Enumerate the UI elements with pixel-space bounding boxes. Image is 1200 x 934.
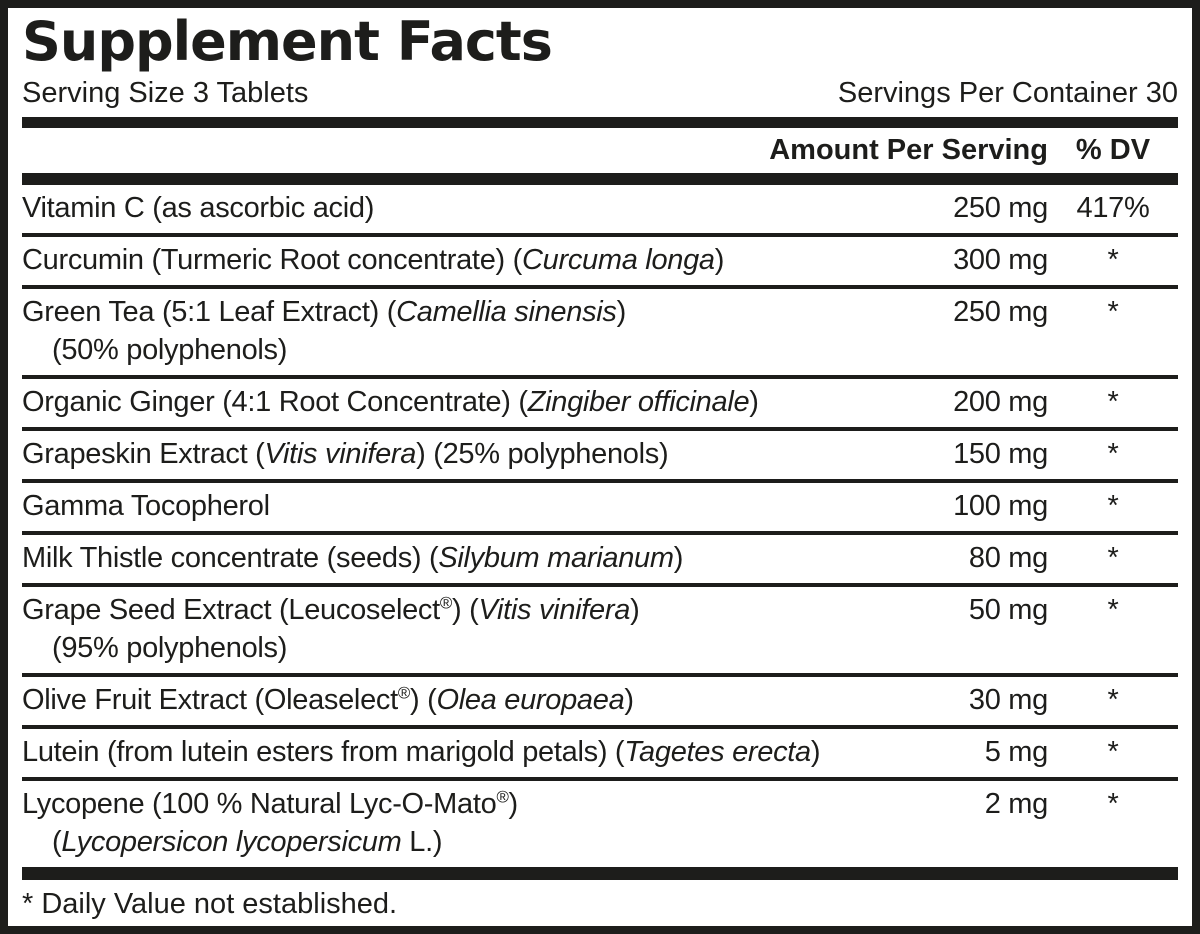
ingredient-name: Milk Thistle concentrate (seeds) (Silybum marianum) xyxy=(22,542,684,574)
percent-dv-value: 417% xyxy=(1076,192,1150,224)
serving-info-row xyxy=(22,76,1178,110)
table-row xyxy=(22,677,1178,729)
column-header-row xyxy=(22,128,1178,173)
table-row xyxy=(22,379,1178,431)
amount-per-serving-value: 250 mg xyxy=(953,296,1048,328)
column-header-percent-dv: % DV xyxy=(1075,134,1151,166)
column-header-amount-per-serving: Amount Per Serving xyxy=(769,134,1048,166)
amount-per-serving-value: 250 mg xyxy=(953,192,1048,224)
ingredient-name: Lycopene (100 % Natural Lyc-O-Mato®) (Lycopersicon lycopersicum L.) xyxy=(22,787,518,858)
ingredient-table xyxy=(22,185,1178,867)
table-row xyxy=(22,483,1178,535)
ingredient-name: Green Tea (5:1 Leaf Extract) (Camellia sinensis) (50% polyphenols) xyxy=(22,296,626,366)
table-row xyxy=(22,237,1178,289)
amount-per-serving-value: 50 mg xyxy=(968,594,1048,626)
ingredient-name: Organic Ginger (4:1 Root Concentrate) (Zingiber officinale) xyxy=(22,386,759,418)
thick-divider-mid xyxy=(22,173,1178,185)
percent-dv-value: * xyxy=(1107,296,1119,328)
thick-divider-bottom xyxy=(22,867,1178,880)
percent-dv-value: * xyxy=(1107,736,1119,768)
daily-value-footnote: * Daily Value not established. xyxy=(22,888,398,920)
amount-per-serving-value: 30 mg xyxy=(968,684,1048,716)
percent-dv-value: * xyxy=(1107,542,1119,574)
percent-dv-value: * xyxy=(1107,490,1119,522)
percent-dv-value: * xyxy=(1107,386,1119,418)
table-row xyxy=(22,185,1178,237)
table-row xyxy=(22,587,1178,677)
ingredient-name: Grapeskin Extract (Vitis vinifera) (25% polyphenols) xyxy=(22,438,669,470)
amount-per-serving-value: 2 mg xyxy=(984,788,1048,820)
percent-dv-value: * xyxy=(1107,788,1119,820)
servings-per-container-text: Servings Per Container 30 xyxy=(837,77,1178,109)
amount-per-serving-value: 200 mg xyxy=(953,386,1048,418)
table-row xyxy=(22,289,1178,379)
ingredient-name: Lutein (from lutein esters from marigold petals) (Tagetes erecta) xyxy=(22,736,821,768)
amount-per-serving-value: 80 mg xyxy=(968,542,1048,574)
table-row xyxy=(22,781,1178,867)
page-title: Supplement Facts xyxy=(22,10,552,73)
ingredient-name: Vitamin C (as ascorbic acid) xyxy=(22,192,375,224)
amount-per-serving-value: 300 mg xyxy=(953,244,1048,276)
ingredient-name: Curcumin (Turmeric Root concentrate) (Curcuma longa) xyxy=(22,244,725,276)
percent-dv-value: * xyxy=(1107,594,1119,626)
percent-dv-value: * xyxy=(1107,244,1119,276)
thick-divider-top xyxy=(22,117,1178,128)
table-row xyxy=(22,535,1178,587)
ingredient-name: Grape Seed Extract (Leucoselect®) (Vitis vinifera) (95% polyphenols) xyxy=(22,593,640,664)
percent-dv-value: * xyxy=(1107,684,1119,716)
table-row xyxy=(22,431,1178,483)
amount-per-serving-value: 5 mg xyxy=(984,736,1048,768)
serving-size-text: Serving Size 3 Tablets xyxy=(22,77,309,109)
table-row xyxy=(22,729,1178,781)
ingredient-name: Gamma Tocopherol xyxy=(22,490,270,522)
ingredient-name: Olive Fruit Extract (Oleaselect®) (Olea europaea) xyxy=(22,683,634,716)
amount-per-serving-value: 100 mg xyxy=(953,490,1048,522)
amount-per-serving-value: 150 mg xyxy=(953,438,1048,470)
percent-dv-value: * xyxy=(1107,438,1119,470)
